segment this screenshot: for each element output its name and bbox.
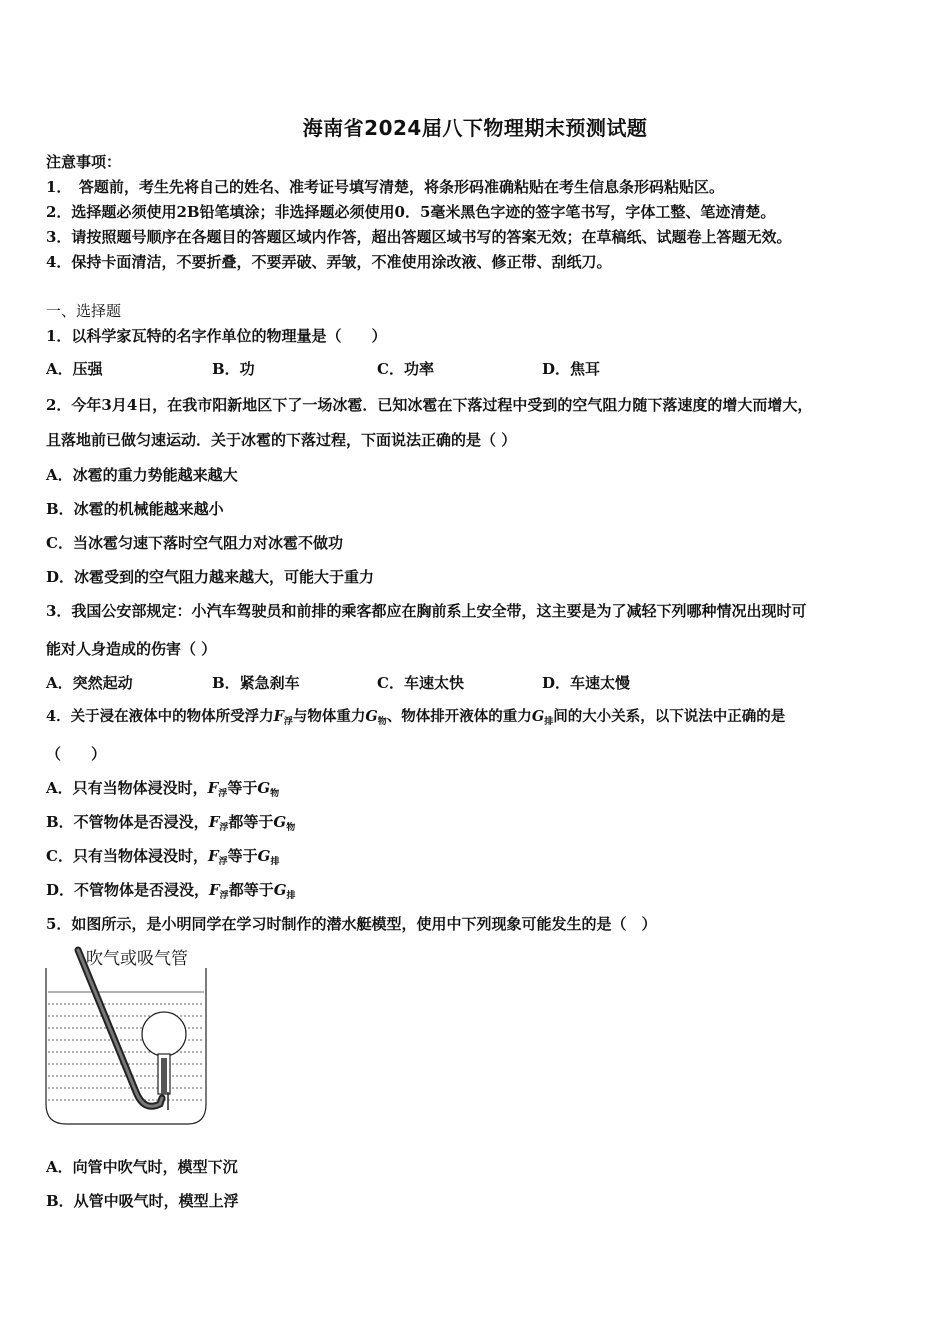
notice-heading: 注意事项：: [46, 153, 122, 171]
q4-option-d-f: F: [209, 881, 220, 899]
q2-stem-line1: 2．今年3月4日，在我市阳新地区下了一场冰雹．已知冰雹在下落过程中受到的空气阻力随下落速度的增大而增大，: [46, 396, 813, 414]
q2-option-a: A．冰雹的重力势能越来越大: [46, 466, 238, 484]
q2-stem-line2: 且落地前已做匀速运动．关于冰雹的下落过程，下面说法正确的是（ ）: [46, 431, 517, 449]
q4-option-d: [46, 880, 296, 903]
figure-label: 吹气或吸气管: [86, 949, 188, 969]
q4-sub-wu: 物: [377, 717, 387, 727]
q1-option-b: B．功: [212, 360, 255, 378]
q3-option-a: A．突然起动: [46, 674, 133, 692]
notice-item-1: 1． 答题前，考生先将自己的姓名、准考证号填写清楚，将条形码准确粘贴在考生信息条形码粘贴区。: [46, 178, 724, 196]
q3-option-b: B．紧急刹车: [212, 674, 300, 692]
q1-option-a: A．压强: [46, 360, 103, 378]
q4-stem-part-d: 间的大小关系，以下说法中正确的是: [553, 708, 786, 725]
q2-option-b: B．冰雹的机械能越来越小: [46, 500, 224, 518]
q4-option-a-fu: 浮: [218, 789, 228, 799]
q4-option-b-f: F: [208, 813, 220, 831]
q4-option-c-pai: 排: [270, 857, 280, 867]
section-heading: 一、选择题: [46, 302, 122, 320]
q4-option-c-text: C．只有当物体浸没时，: [46, 847, 208, 865]
q4-option-b-text: B．不管物体是否浸没，: [46, 813, 209, 831]
q4-option-d-g: G: [273, 881, 287, 899]
q4-option-c-fu: 浮: [218, 857, 228, 867]
flask-neck-inner: [161, 1058, 167, 1094]
q4-option-a: [46, 778, 279, 801]
q4-option-d-pai: 排: [286, 891, 296, 901]
q4-option-c-f: F: [207, 847, 219, 865]
q4-option-b-fu: 浮: [219, 823, 229, 833]
q4-stem-part-a: 4．关于浸在液体中的物体所受浮力: [46, 708, 274, 725]
q4-option-c: [46, 846, 279, 869]
q5-option-b: B．从管中吸气时，模型上浮: [46, 1192, 239, 1210]
q4-option-a-text: A．只有当物体浸没时，: [46, 779, 208, 797]
q4-symbol-f: F: [273, 708, 284, 725]
q4-option-d-text: D．不管物体是否浸没，: [46, 881, 210, 899]
notice-item-3: 3．请按照题号顺序在各题目的答题区域内作答，超出答题区域书写的答案无效；在草稿纸、试题卷上答题无效。: [46, 228, 792, 246]
q4-option-b-g: G: [273, 813, 287, 831]
q4-option-d-equal: 都等于: [228, 881, 274, 899]
q4-option-a-equal: 等于: [227, 779, 258, 797]
submarine-model-figure: [44, 942, 214, 1126]
q4-symbol-g: G: [365, 708, 378, 725]
q4-stem-part-b: 与物体重力: [292, 708, 366, 725]
q4-sub-fu: 浮: [283, 717, 293, 727]
q4-option-c-g: G: [257, 847, 271, 865]
q4-stem-line1: [46, 707, 785, 729]
q3-option-d: D．车速太慢: [542, 674, 631, 692]
q5-stem: 5．如图所示，是小明同学在学习时制作的潜水艇模型，使用中下列现象可能发生的是（ ）: [46, 915, 657, 933]
flask-bulb: [142, 1012, 186, 1056]
q1-stem: 1．以科学家瓦特的名字作单位的物理量是（ ）: [46, 327, 387, 345]
q3-stem-line2: 能对人身造成的伤害（ ）: [46, 640, 217, 658]
q3-stem-line1: 3．我国公安部规定：小汽车驾驶员和前排的乘客都应在胸前系上安全带，这主要是为了减轻下列哪种情况出现时可: [46, 602, 807, 620]
q4-option-b-wu: 物: [286, 823, 296, 833]
q4-option-d-fu: 浮: [219, 891, 229, 901]
q5-option-a: A．向管中吹气时，模型下沉: [46, 1158, 238, 1176]
q4-option-a-wu: 物: [270, 789, 280, 799]
notice-item-4: 4．保持卡面清洁，不要折叠，不要弄破、弄皱，不准使用涂改液、修正带、刮纸刀。: [46, 253, 612, 271]
q4-sub-pai: 排: [544, 717, 554, 727]
q4-symbol-g2: G: [531, 708, 545, 725]
page-title: 海南省2024届八下物理期末预测试题: [302, 116, 648, 140]
q3-option-c: C．车速太快: [377, 674, 464, 692]
q4-option-b: [46, 812, 295, 835]
q4-option-b-equal: 都等于: [228, 813, 274, 831]
q4-stem-line2: （ ）: [46, 745, 107, 763]
q2-option-d: D．冰雹受到的空气阻力越来越大，可能大于重力: [46, 568, 375, 586]
q4-option-a-g: G: [257, 779, 271, 797]
q4-option-a-f: F: [207, 779, 219, 797]
q4-stem-part-c: 、物体排开液体的重力: [386, 708, 532, 725]
q4-option-c-equal: 等于: [227, 847, 258, 865]
q1-option-c: C．功率: [377, 360, 434, 378]
notice-item-2: 2．选择题必须使用2B铅笔填涂；非选择题必须使用0．5毫米黑色字迹的签字笔书写，字体工整、笔迹清楚。: [46, 203, 776, 221]
water-lines: [48, 1004, 204, 1100]
q2-option-c: C．当冰雹匀速下落时空气阻力对冰雹不做功: [46, 534, 343, 552]
q1-option-d: D．焦耳: [542, 360, 601, 378]
